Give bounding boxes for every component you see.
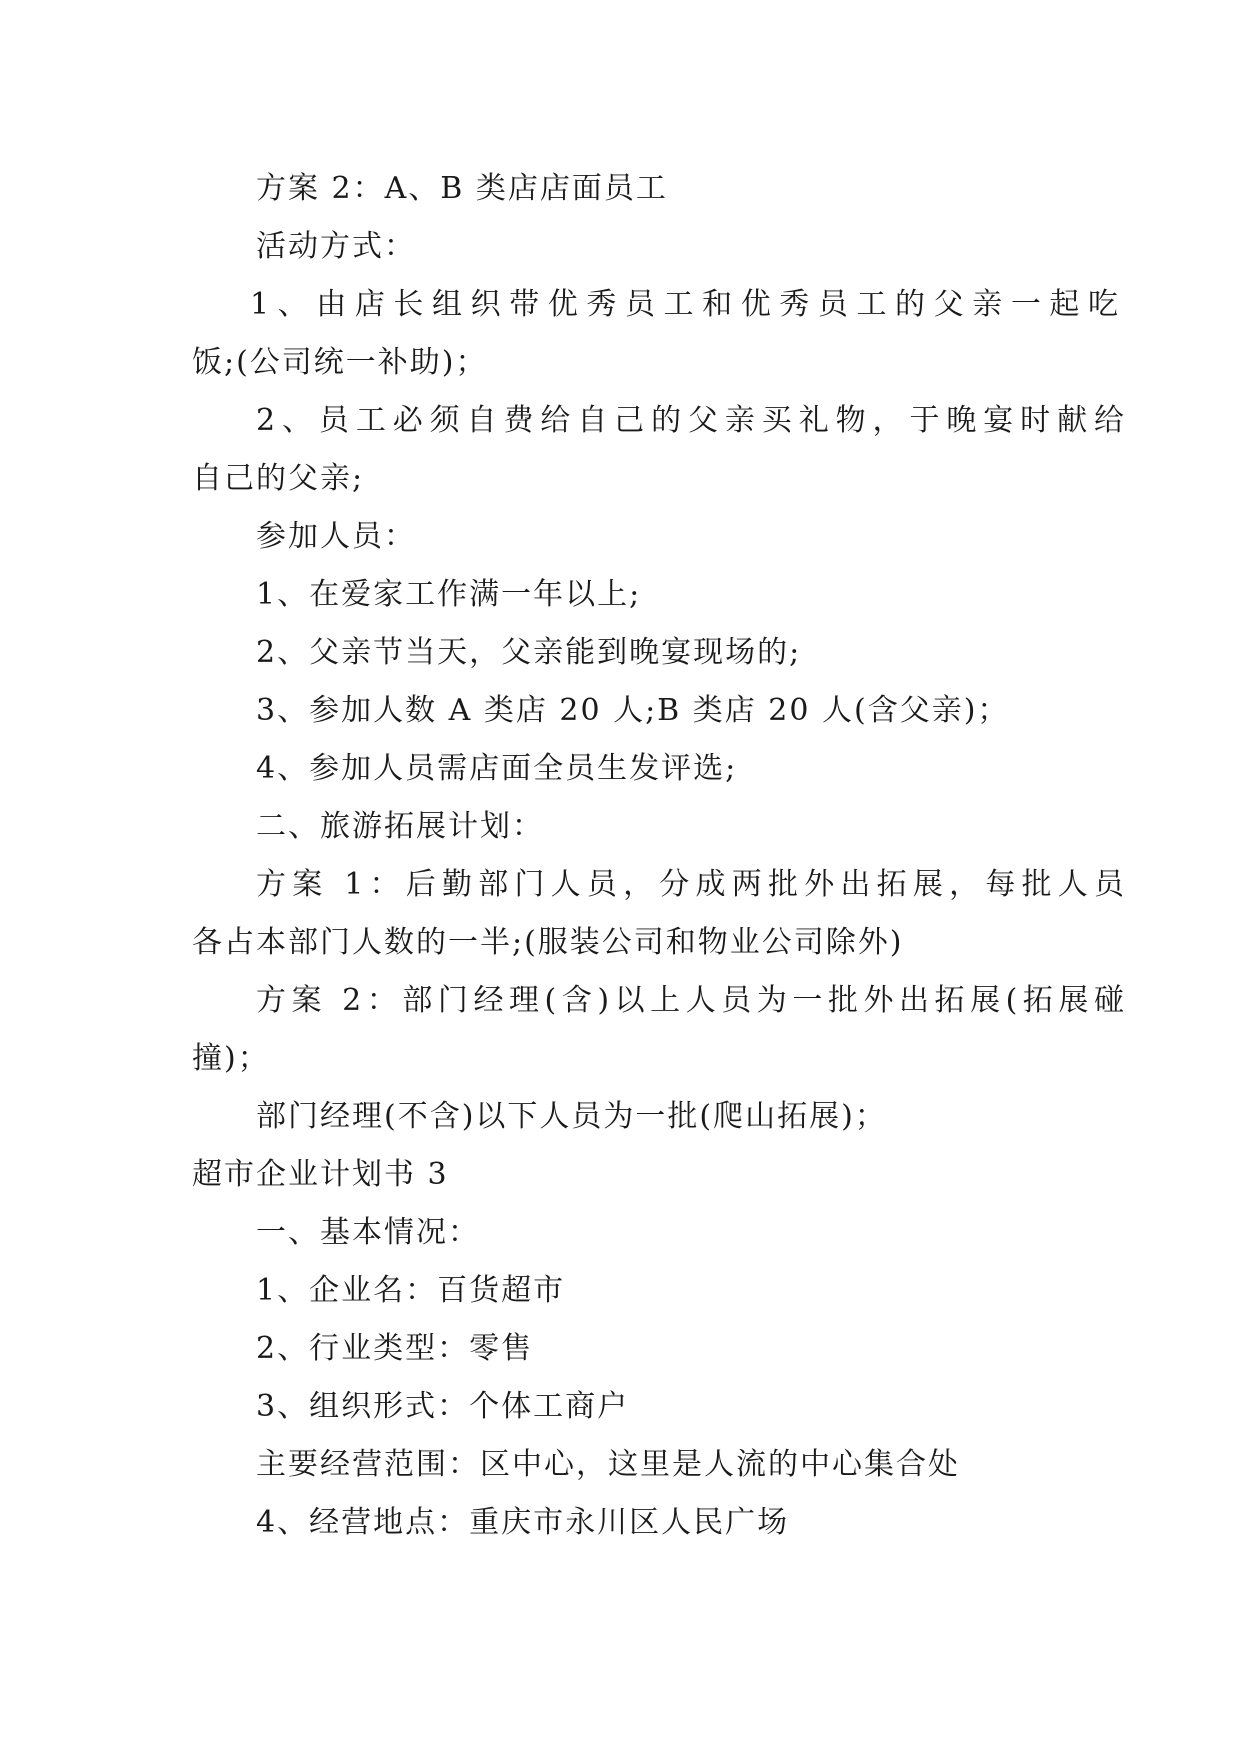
travel-plan-2-cont: 撞)； <box>192 1041 270 1076</box>
basic-info-heading: 一、基本情况： <box>256 1215 480 1250</box>
travel-plan-1-cont: 各占本部门人数的一半;(服装公司和物业公司除外) <box>192 925 904 960</box>
participants-item-1: 1、在爱家工作满一年以上; <box>256 577 642 612</box>
participants-item-2: 2、父亲节当天，父亲能到晚宴现场的; <box>256 635 802 670</box>
travel-plan-2: 方案 2：部门经理(含)以上人员为一批外出拓展(拓展碰 <box>256 983 1126 1018</box>
basic-info-business-scope: 主要经营范围：区中心，这里是人流的中心集合处 <box>256 1447 960 1482</box>
document-body <box>192 160 1126 1552</box>
basic-info-location: 4、经营地点：重庆市永川区人民广场 <box>256 1505 790 1540</box>
travel-plan-2-below-managers: 部门经理(不含)以下人员为一批(爬山拓展)； <box>256 1099 887 1134</box>
basic-info-industry-type: 2、行业类型：零售 <box>256 1331 534 1366</box>
activity-method-heading: 活动方式： <box>256 229 416 264</box>
activity-item-1: 1、由店长组织带优秀员工和优秀员工的父亲一起吃 <box>250 287 1120 322</box>
travel-plan-1: 方案 1：后勤部门人员，分成两批外出拓展，每批人员 <box>256 867 1126 902</box>
participants-heading: 参加人员： <box>256 519 416 554</box>
participants-item-3: 3、参加人数 A 类店 20 人;B 类店 20 人(含父亲)； <box>256 693 1010 728</box>
activity-item-2-cont: 自己的父亲; <box>192 461 365 496</box>
activity-item-1-cont: 饭;(公司统一补助)； <box>192 345 488 380</box>
basic-info-organization-form: 3、组织形式：个体工商户 <box>256 1389 630 1424</box>
basic-info-company-name: 1、企业名：百货超市 <box>256 1273 566 1308</box>
section-title-business-plan-3: 超市企业计划书 3 <box>192 1157 449 1192</box>
plan-2-store-staff: 方案 2：A、B 类店店面员工 <box>256 171 668 206</box>
participants-item-4: 4、参加人员需店面全员生发评选; <box>256 751 738 786</box>
activity-item-2: 2、员工必须自费给自己的父亲买礼物，于晚宴时献给 <box>256 403 1126 438</box>
travel-plan-heading: 二、旅游拓展计划： <box>256 809 544 844</box>
